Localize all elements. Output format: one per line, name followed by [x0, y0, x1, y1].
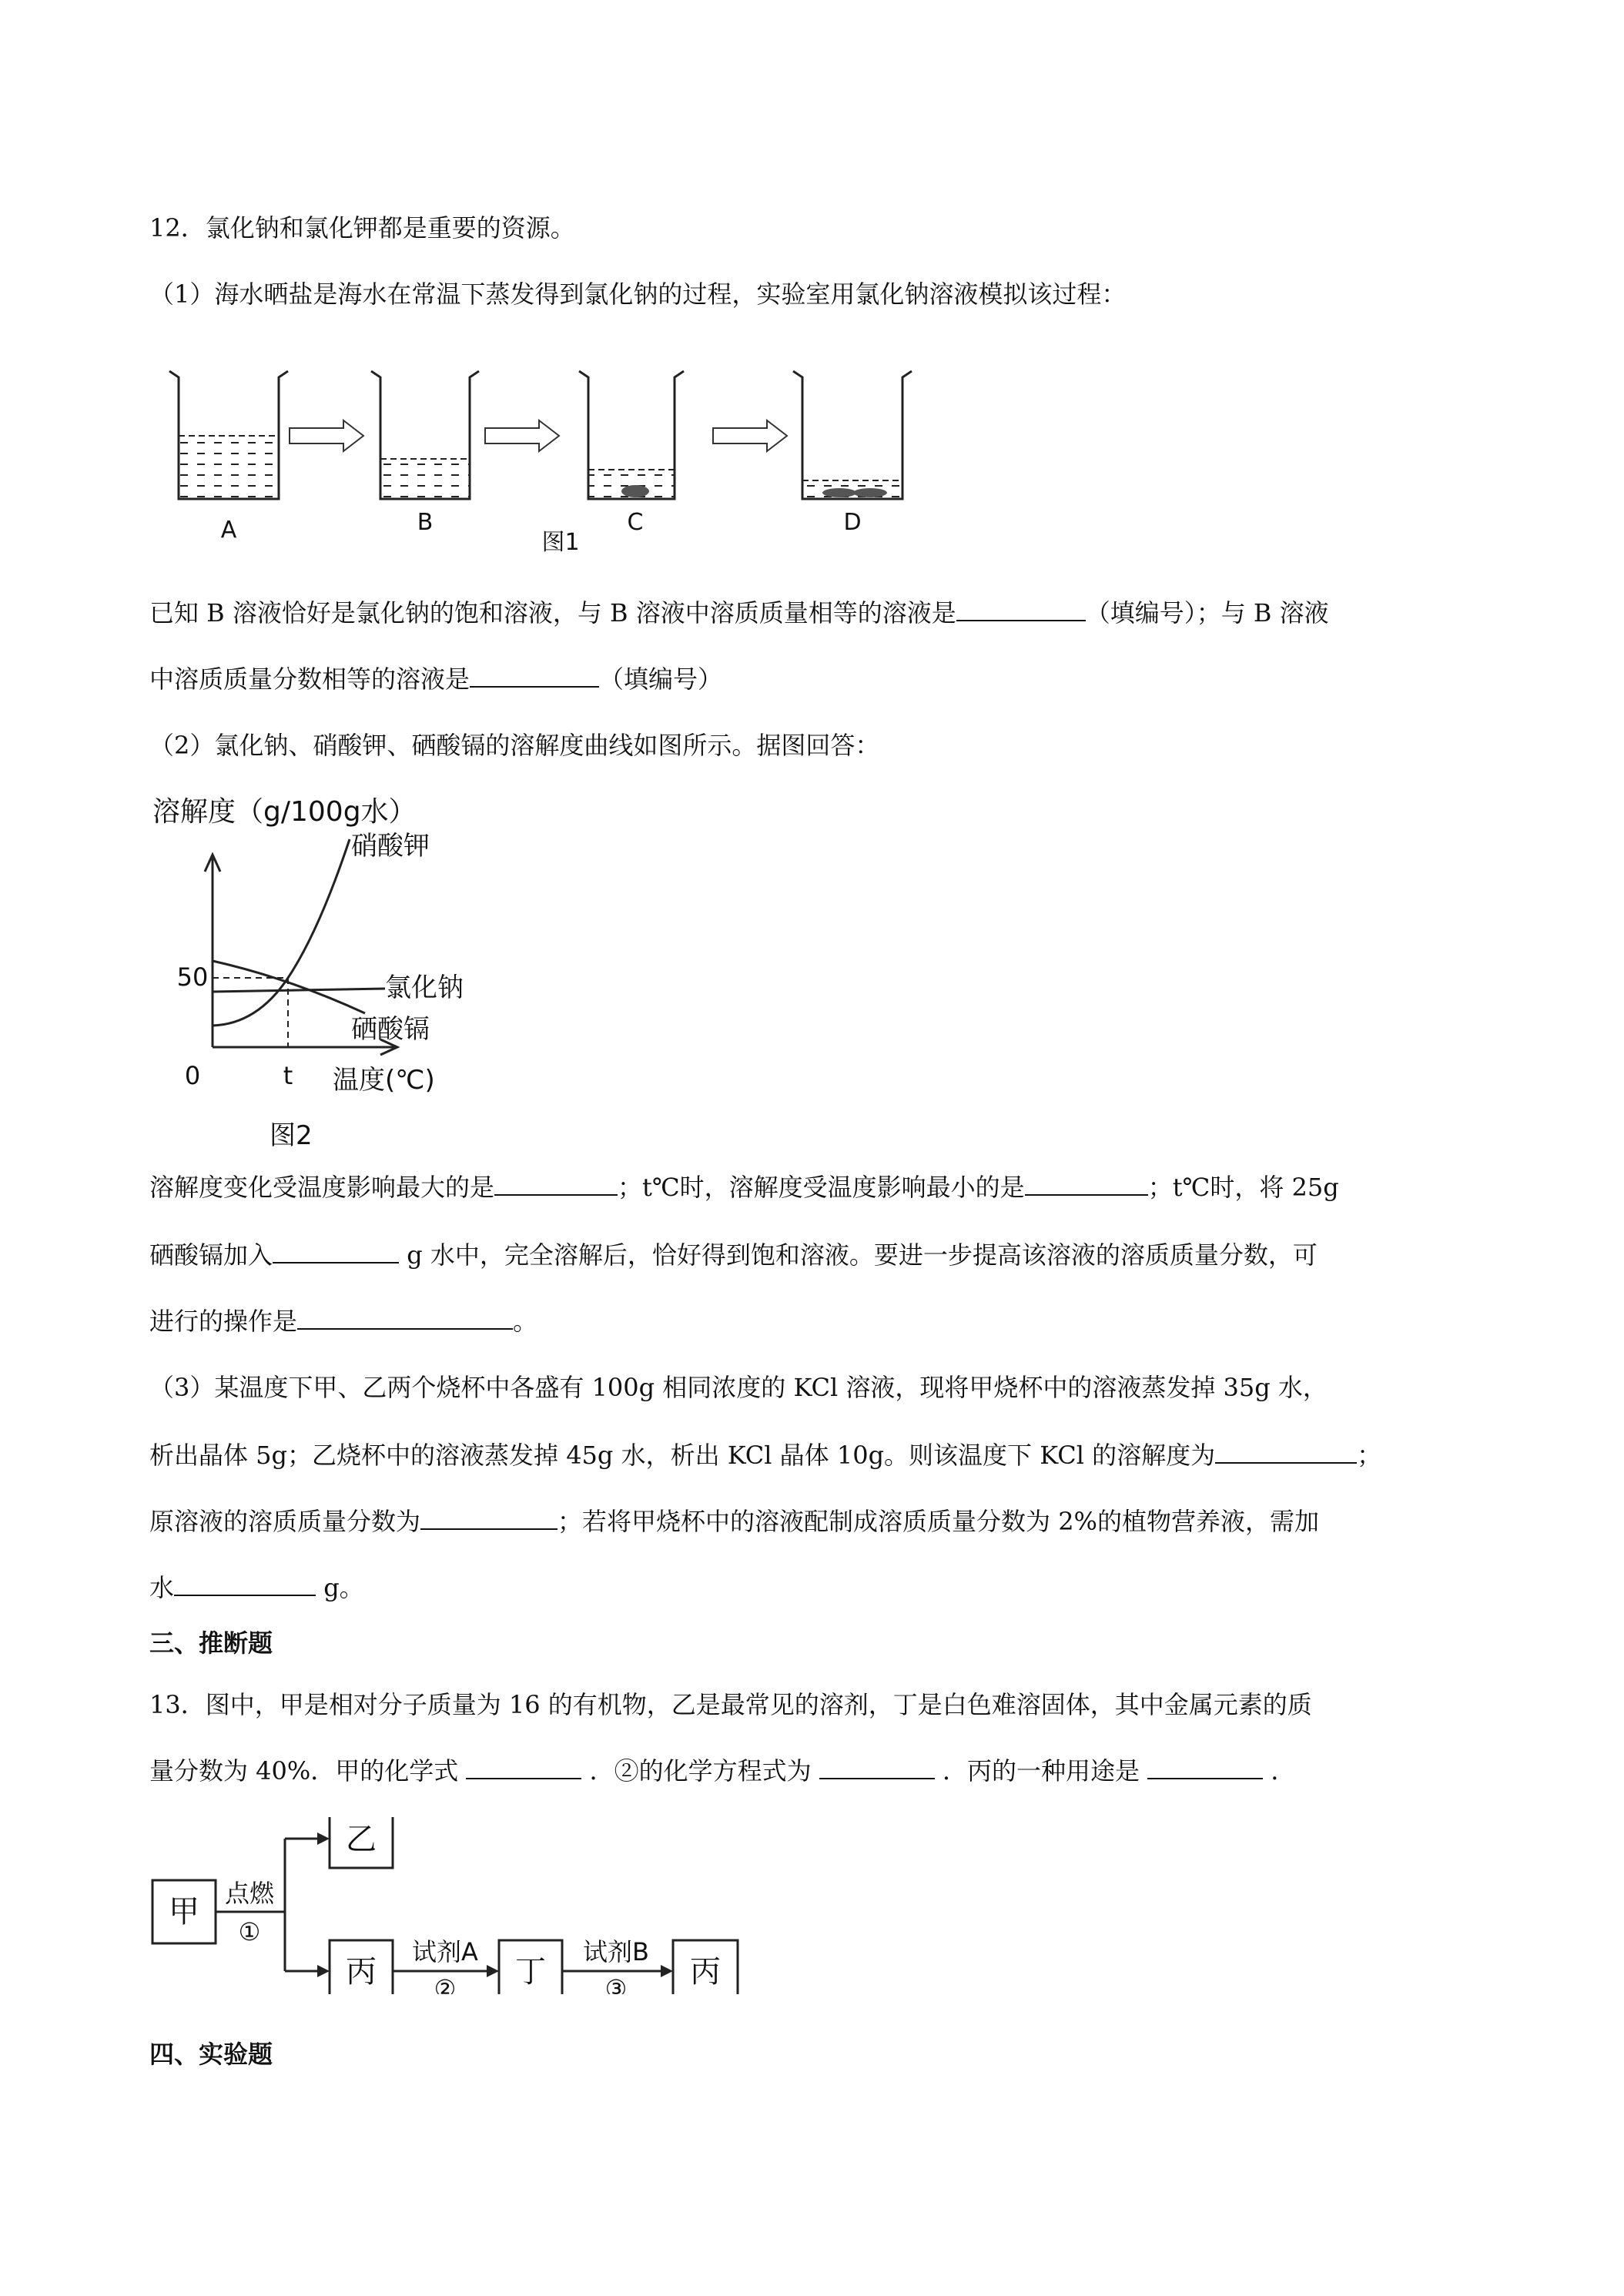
answer-blank-9[interactable] — [174, 1571, 316, 1596]
section-4-heading: 四、实验题 — [149, 2040, 273, 2069]
reagent-b: 试剂B — [583, 1937, 649, 1966]
beaker-b — [371, 371, 479, 536]
step-1-label: ① — [238, 1917, 261, 1946]
svg-text:丁: 丁 — [515, 1954, 546, 1990]
q12-stem: 12．氯化钠和氯化钾都是重要的资源。 — [149, 213, 575, 243]
q12-part2-question-line2: 硒酸镉加入 g 水中，完全溶解后，恰好得到饱和溶液。要进一步提高该溶液的溶质质量分数，可 — [149, 1240, 1318, 1270]
answer-blank-1[interactable] — [956, 597, 1086, 621]
svg-text:甲: 甲 — [169, 1894, 199, 1930]
arrow-icon — [485, 420, 559, 451]
svg-text:乙: 乙 — [346, 1822, 377, 1857]
answer-blank-5[interactable] — [273, 1239, 399, 1263]
q12-part1-question-line2: 中溶质质量分数相等的溶液是 （填编号） — [149, 664, 723, 694]
section-3-heading: 三、推断题 — [149, 1628, 273, 1658]
q12-part1-question-line1: 已知 B 溶液恰好是氯化钠的饱和溶液，与 B 溶液中溶质质量相等的溶液是 （填编号）；与 B 溶液 — [149, 598, 1329, 628]
q12-part1-intro: （1）海水晒盐是海水在常温下蒸发得到氯化钠的过程，实验室用氯化钠溶液模拟该过程： — [149, 279, 1127, 309]
chart-ylabel: 溶解度（g/100g水） — [152, 796, 417, 828]
beaker-d — [793, 371, 912, 536]
q12-part3-line4: 水 g。 — [149, 1573, 364, 1602]
figure-1-beakers — [162, 362, 916, 562]
q12-part3-line3: 原溶液的溶质质量分数为 ；若将甲烧杯中的溶液配制成溶质质量分数为 2%的植物营养液，需加 — [149, 1507, 1319, 1536]
label-cdse: 硒酸镉 — [351, 1014, 430, 1045]
label-nacl: 氯化钠 — [385, 972, 464, 1003]
figure-2-caption: 图2 — [270, 1120, 313, 1151]
answer-blank-11[interactable] — [819, 1755, 935, 1779]
label-kno3: 硝酸钾 — [351, 831, 430, 862]
reagent-a: 试剂A — [412, 1937, 478, 1966]
answer-blank-10[interactable] — [466, 1755, 581, 1779]
beaker-c-label: C — [627, 509, 644, 536]
curve-nacl — [213, 989, 385, 992]
arrow-icon — [713, 420, 787, 451]
step-3-label: ③ — [604, 1974, 628, 1994]
chart-xlabel: 温度(℃) — [333, 1065, 435, 1096]
answer-blank-7[interactable] — [1215, 1439, 1357, 1464]
q13-line1: 13．图中，甲是相对分子质量为 16 的有机物，乙是最常见的溶剂，丁是白色难溶固体，其中金属元素的质 — [149, 1690, 1312, 1719]
beaker-d-label: D — [843, 509, 862, 536]
answer-blank-6[interactable] — [297, 1305, 513, 1330]
condition-ignite: 点燃 — [224, 1879, 275, 1908]
q12-part3-line1: （3）某温度下甲、乙两个烧杯中各盛有 100g 相同浓度的 KCl 溶液，现将甲烧杯中的溶液蒸发掉 35g 水， — [149, 1373, 1328, 1402]
q12-part2-question-line3: 进行的操作是 。 — [149, 1307, 538, 1336]
answer-blank-4[interactable] — [1025, 1171, 1148, 1196]
step-2-label: ② — [434, 1974, 457, 1994]
answer-blank-12[interactable] — [1147, 1755, 1263, 1779]
q12-part2-intro: （2）氯化钠、硝酸钾、硒酸镉的溶解度曲线如图所示。据图回答： — [149, 731, 880, 760]
chart-x-tick-t: t — [283, 1061, 293, 1090]
beaker-a-label: A — [220, 517, 237, 544]
q13-line2: 量分数为 40%．甲的化学式 ．②的化学方程式为 ．丙的一种用途是 ． — [149, 1756, 1296, 1786]
figure-2-solubility-chart — [149, 793, 504, 1163]
svg-text:丙: 丙 — [346, 1954, 377, 1990]
answer-blank-3[interactable] — [494, 1171, 618, 1196]
arrow-icon — [290, 420, 363, 451]
svg-text:丙: 丙 — [690, 1954, 721, 1990]
figure-1-caption: 图1 — [541, 529, 580, 556]
q13-flow-diagram — [149, 1817, 765, 1994]
q12-part3-line2: 析出晶体 5g；乙烧杯中的溶液蒸发掉 45g 水，析出 KCl 晶体 10g。则该温度下 KCl 的溶解度为 ； — [149, 1441, 1382, 1470]
beaker-a — [169, 371, 288, 544]
beaker-b-label: B — [417, 509, 434, 536]
chart-origin-label: 0 — [184, 1061, 201, 1090]
chart-y-tick-50: 50 — [176, 962, 209, 992]
answer-blank-2[interactable] — [470, 663, 599, 688]
beaker-c — [579, 371, 684, 536]
q12-part2-question-line1: 溶解度变化受温度影响最大的是 ；t℃时，溶解度受温度影响最小的是 ；t℃时，将 25g — [149, 1173, 1339, 1202]
answer-blank-8[interactable] — [420, 1505, 558, 1530]
